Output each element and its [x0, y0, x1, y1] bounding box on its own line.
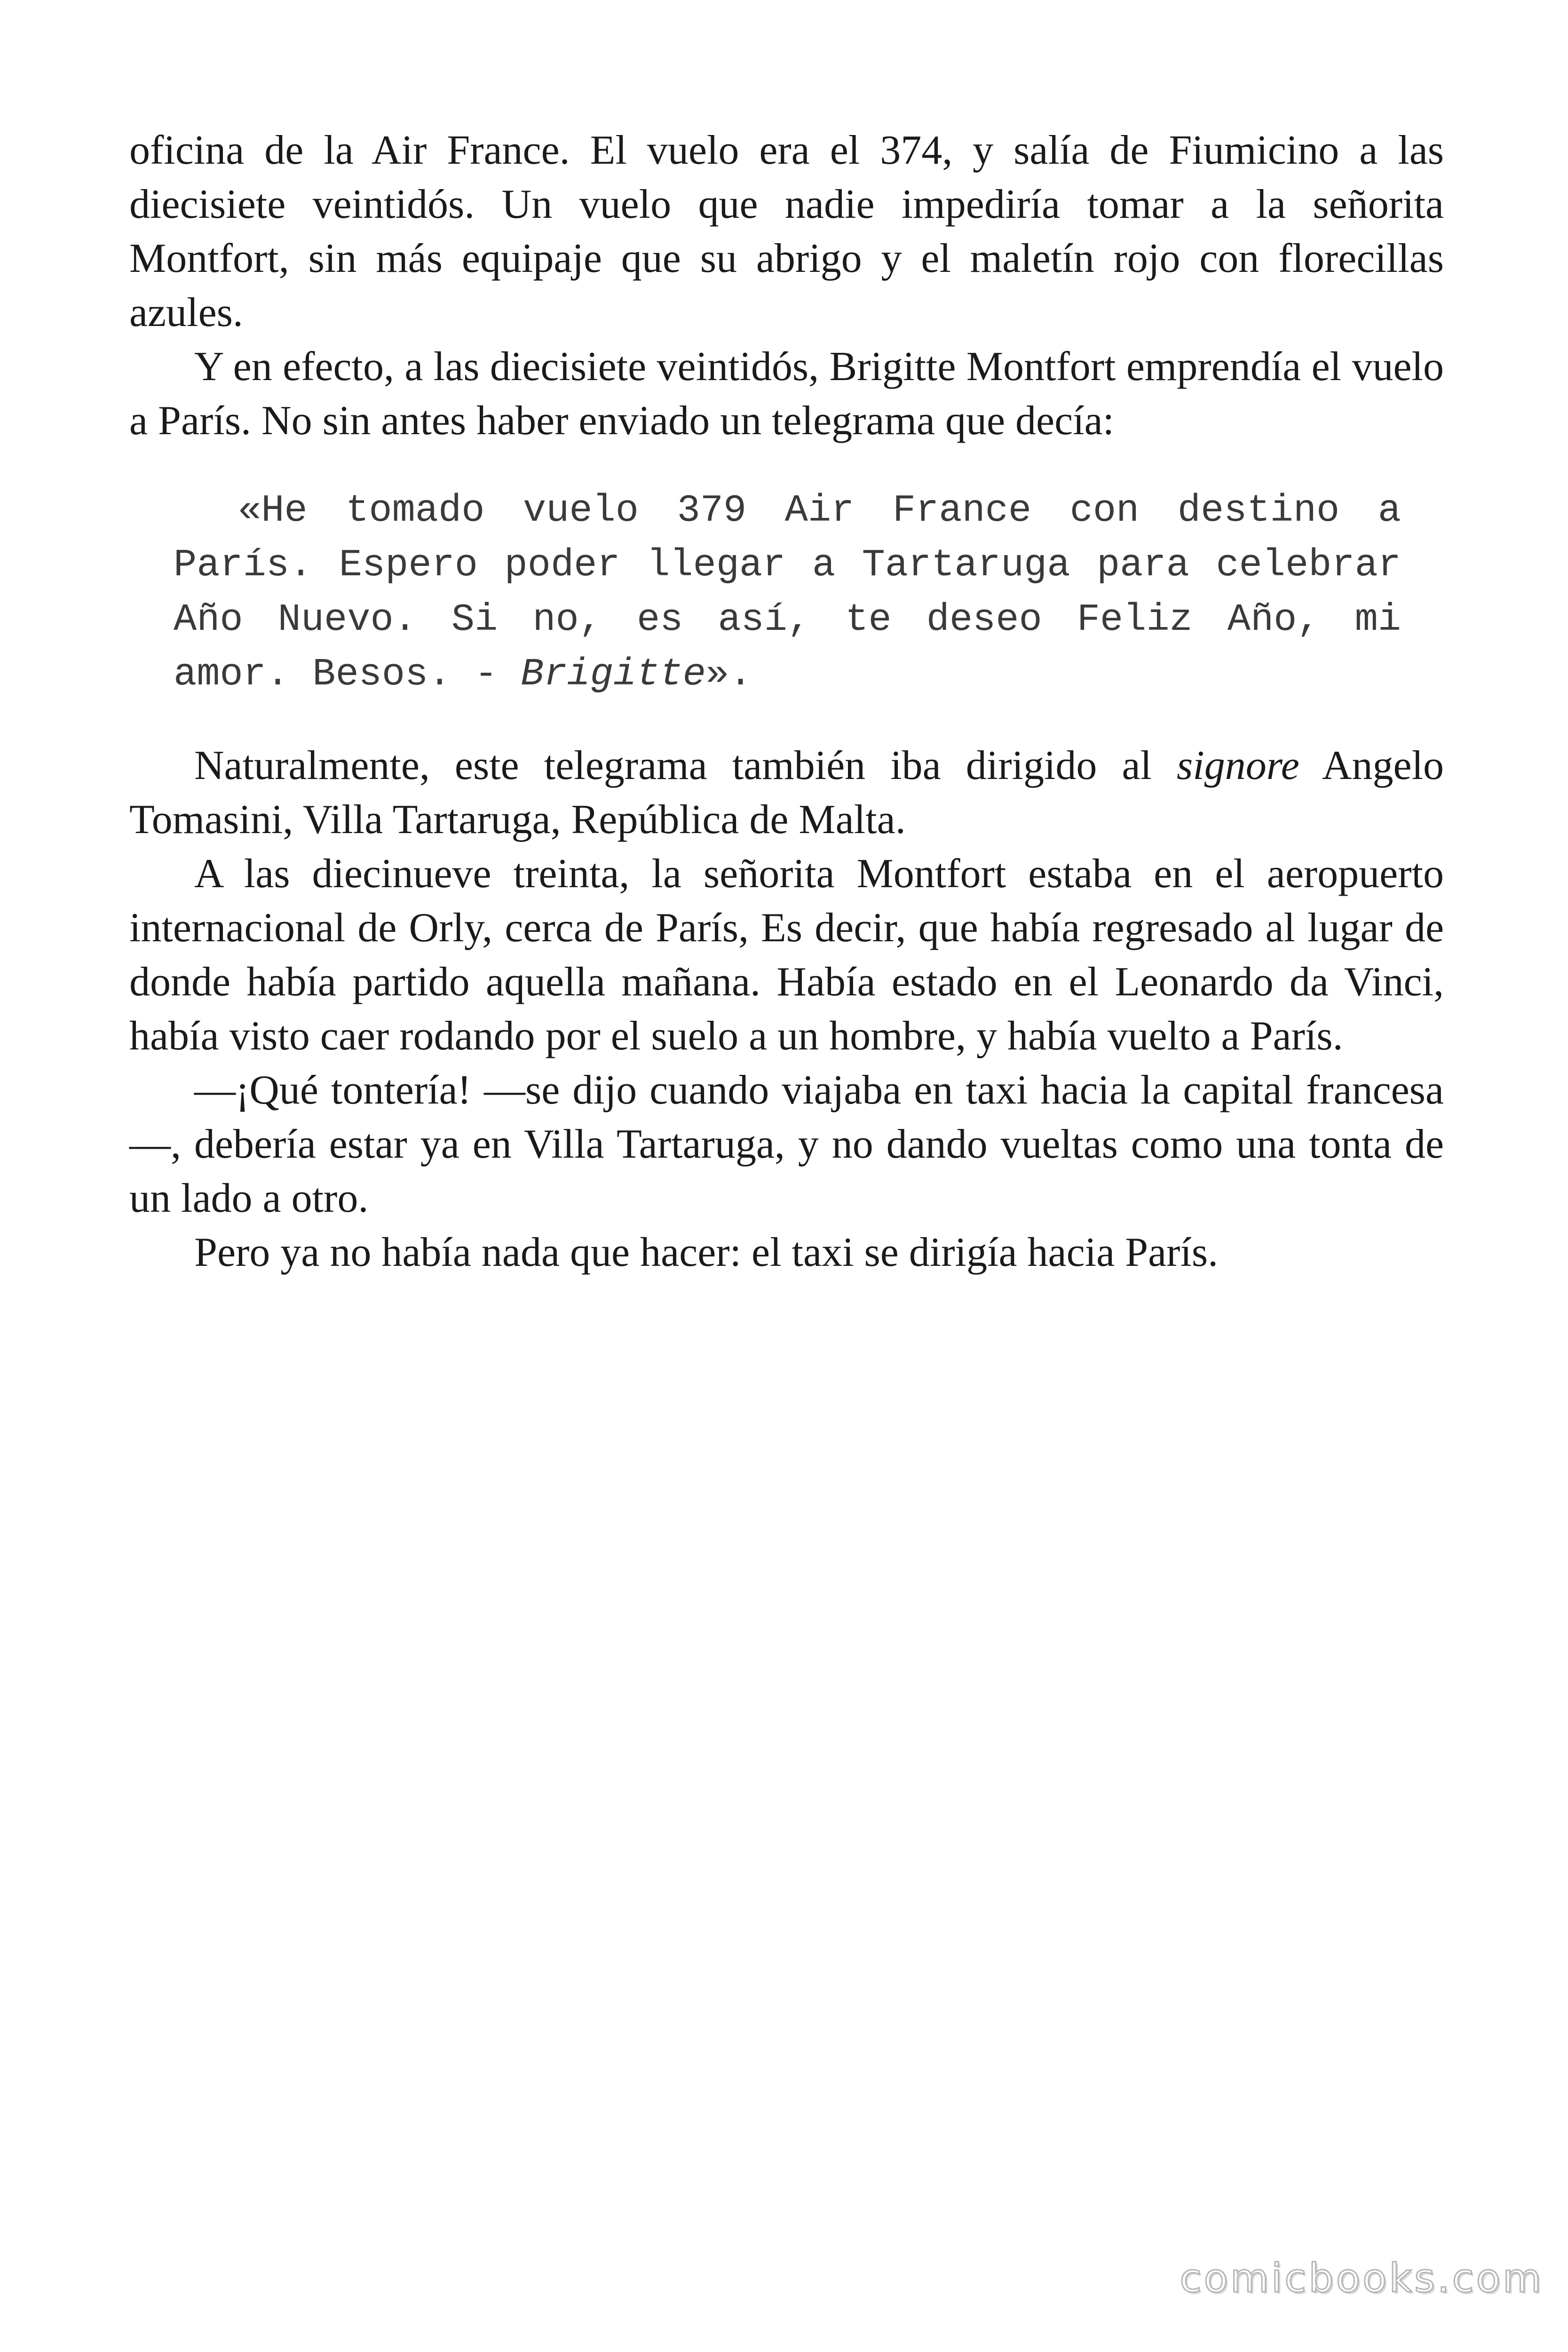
- paragraph-2: Y en efecto, a las diecisiete veintidós, Brigitte Montfort emprendía el vuelo a París. No sin antes haber enviado un telegrama que decía:: [129, 344, 1444, 444]
- paragraph-6: Pero ya no había nada que hacer: el taxi se dirigía hacia París.: [194, 1230, 1219, 1275]
- telegram-quote: [174, 484, 1401, 702]
- paragraph-5: —¡Qué tontería! —se dijo cuando viajaba en taxi hacia la capital francesa—, debería estar ya en Villa Tartaruga, y no dando vueltas como una tonta de un lado a otro.: [129, 1067, 1444, 1221]
- paragraph-4: A las diecinueve treinta, la señorita Montfort estaba en el aeropuerto internacional de Orly, cerca de París, Es decir, que había regresado al lugar de donde había partido aquella mañana. Había estado en el Leonardo da Vinci, había visto caer rodando por el suelo a un hombre, y había vuelto a París.: [129, 851, 1444, 1059]
- paragraph-3-end: Angelo Tomasini, Villa Tartaruga, República de Malta.: [129, 743, 1444, 842]
- telegram-close: ».: [705, 652, 752, 696]
- paragraph-3-italic: signore: [1177, 743, 1299, 788]
- telegram-signature: Brigitte: [521, 652, 706, 696]
- paragraph-3-start: Naturalmente, este telegrama también iba dirigido al: [194, 743, 1177, 788]
- page-body: [129, 123, 1444, 1279]
- paragraph-3: [129, 739, 1444, 847]
- telegram-text: «He tomado vuelo 379 Air France con destino a París. Espero poder llegar a Tartaruga para celebrar Año Nuevo. Si no, es así, te deseo Feliz Año, mi amor. Besos. -: [174, 489, 1401, 696]
- paragraph-1: oficina de la Air France. El vuelo era el 374, y salía de Fiumicino a las diecisiete veintidós. Un vuelo que nadie impediría tomar a la señorita Montfort, sin más equipaje que su abrigo y el maletín rojo con florecillas azules.: [129, 127, 1444, 335]
- watermark-logo: comicbooks.com: [1180, 2255, 1544, 2301]
